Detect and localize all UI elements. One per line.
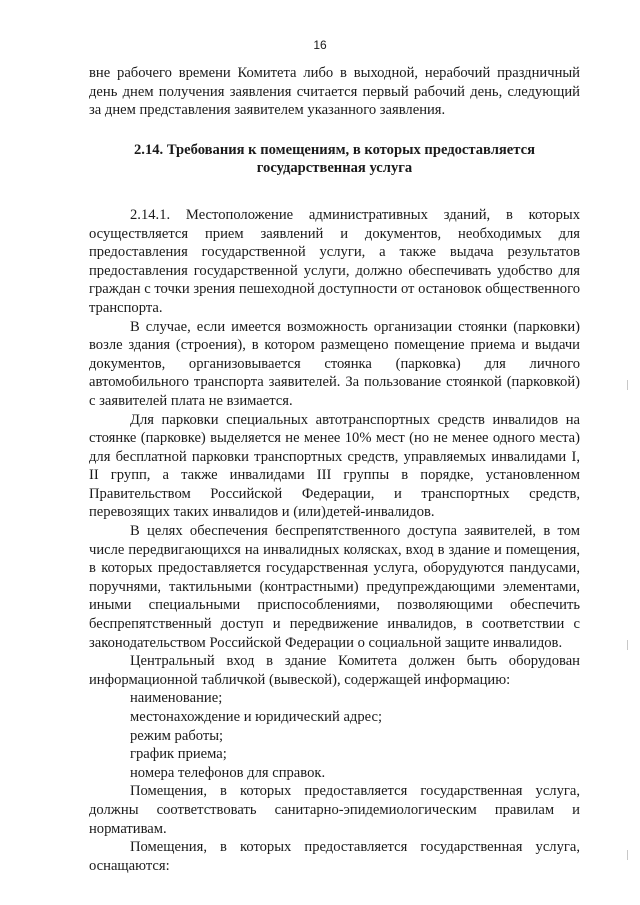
paragraph-parking: В случае, если имеется возможность организации стоянки (парковки) возле здания (строения), в котором размещено помещение приема и выдачи документов, организовывается стоянка (парковка) для личного автомобильного транспорта заявителей. За пользование стоянкой (парковкой) с заявителей плата не взимается.	[89, 318, 580, 409]
document-body	[89, 64, 580, 875]
list-item: наименование;	[130, 690, 223, 707]
paragraph-disabled-parking: Для парковки специальных автотранспортных средств инвалидов на стоянке (парковке) выделяется не менее 10% мест (но не менее одного места) для бесплатной парковки транспортных средств, управляемых инвалидами I, II групп, а также инвалидами III группы в порядке, установленном Правительством Российской Федерации, и транспортных средств, перевозящих таких инвалидов и (или)детей-инвалидов.	[89, 411, 580, 521]
paragraph-equipment: Помещения, в которых предоставляется государственная услуга, оснащаются:	[89, 839, 580, 874]
list-item: местонахождение и юридический адрес;	[130, 709, 383, 725]
paragraph-sanitary: Помещения, в которых предоставляется государственная услуга, должны соответствовать санитарно-эпидемиологическим правилам и нормативам.	[89, 783, 580, 837]
page-number: 16	[313, 38, 327, 52]
paragraph-entrance-sign: Центральный вход в здание Комитета должен быть оборудован информационной табличкой (вывеской), содержащей информацию:	[89, 653, 580, 688]
section-heading: 2.14. Требования к помещениям, в которых предоставляется государственная услуга	[134, 141, 535, 177]
paragraph-accessibility: В целях обеспечения беспрепятственного доступа заявителей, в том числе передвигающихся на инвалидных колясках, вход в здание и помещения, в которых предоставляется государственная услуга, оборудуются пандусами, поручнями, тактильными (контрастными) предупреждающими элементами, иными специальными приспособлениями, позволяющими обеспечить беспрепятственный доступ и передвижение инвалидов, в соответствии с законодательством Российской Федерации о социальной защите инвалидов.	[89, 523, 580, 651]
scan-artifact	[627, 640, 628, 650]
list-item: режим работы;	[130, 727, 224, 744]
scan-artifact	[627, 850, 628, 860]
paragraph-continuation: вне рабочего времени Комитета либо в выходной, нерабочий праздничный день днем получения заявления считается первый рабочий день, следующий за днем представления заявителем указанного заявления.	[89, 65, 580, 119]
list-item: график приема;	[130, 746, 227, 763]
paragraph-location: 2.14.1. Местоположение административных зданий, в которых осуществляется прием заявлений и документов, необходимых для предоставления государственной услуги, а также выдача результатов предоставления государственной услуги, должно обеспечивать удобство для граждан с точки зрения пешеходной доступности от остановок общественного транспорта.	[89, 206, 580, 316]
scan-artifact	[627, 380, 628, 390]
list-item: номера телефонов для справок.	[130, 764, 326, 781]
